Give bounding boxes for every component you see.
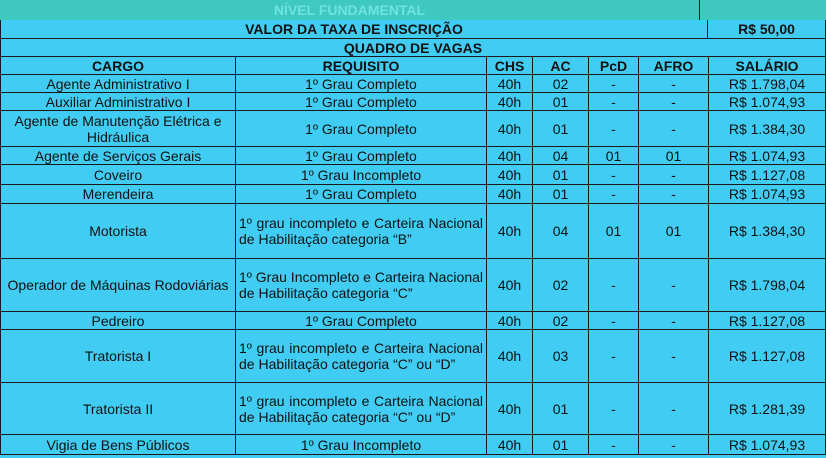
cell-requisito bbox=[236, 93, 487, 111]
cell-ac bbox=[533, 165, 589, 185]
banner-empty-cell bbox=[700, 0, 826, 20]
cell-chs bbox=[487, 435, 533, 455]
cell-salario bbox=[709, 111, 826, 147]
pcd-text: 01 bbox=[605, 147, 622, 164]
ac-text: 04 bbox=[552, 147, 569, 164]
cargo-text: Agente de Serviços Gerais bbox=[34, 147, 202, 164]
table-row bbox=[0, 111, 826, 147]
section-title-row bbox=[0, 39, 826, 57]
cell-chs bbox=[487, 111, 533, 147]
cargo-text: Coveiro bbox=[93, 166, 143, 183]
cargo-text: Operador de Máquinas Rodoviárias bbox=[7, 277, 229, 293]
ac-text: 02 bbox=[552, 312, 569, 329]
header-pcd: PcD bbox=[589, 57, 639, 75]
ac-text: 03 bbox=[552, 348, 569, 364]
cell-cargo bbox=[0, 111, 236, 147]
table-row bbox=[0, 259, 826, 312]
cargo-text: Agente de Manutenção Elétrica e Hidráulica bbox=[14, 112, 222, 145]
cell-salario bbox=[709, 204, 826, 259]
cell-pcd bbox=[589, 185, 639, 204]
requisito-text: 1º grau incompleto e Carteira Nacional de Habilitação categoria “C” ou “D” bbox=[239, 340, 483, 372]
header-afro: AFRO bbox=[639, 57, 709, 75]
level-banner-cell bbox=[0, 0, 700, 20]
requisito-text: 1º grau incompleto e Carteira Nacional de Habilitação categoria “B” bbox=[239, 215, 483, 247]
chs-text: 40h bbox=[497, 436, 522, 453]
ac-text: 01 bbox=[552, 166, 569, 183]
cell-ac bbox=[533, 259, 589, 312]
requisito-text: 1º Grau Completo bbox=[305, 312, 417, 329]
cell-requisito bbox=[236, 383, 487, 435]
cargo-text: Vigia de Bens Públicos bbox=[46, 436, 190, 453]
chs-text: 40h bbox=[497, 93, 522, 110]
pcd-text: - bbox=[611, 348, 616, 364]
ac-text: 01 bbox=[552, 93, 569, 110]
chs-text: 40h bbox=[497, 312, 522, 329]
chs-text: 40h bbox=[497, 166, 522, 183]
cell-salario bbox=[709, 435, 826, 455]
cell-ac bbox=[533, 75, 589, 93]
header-row bbox=[0, 57, 826, 75]
cell-salario bbox=[709, 259, 826, 312]
table-row bbox=[0, 330, 826, 383]
pcd-text: - bbox=[611, 436, 616, 453]
cell-ac bbox=[533, 312, 589, 330]
cell-salario bbox=[709, 93, 826, 111]
requisito-text: 1º Grau Completo bbox=[305, 186, 417, 202]
chs-text: 40h bbox=[497, 147, 522, 164]
cell-cargo bbox=[0, 204, 236, 259]
chs-text: 40h bbox=[497, 186, 522, 202]
cell-chs bbox=[487, 259, 533, 312]
cell-cargo bbox=[0, 259, 236, 312]
requisito-text: 1º grau incompleto e Carteira Nacional de Habilitação categoria “C” ou “D” bbox=[239, 392, 483, 425]
afro-text: 01 bbox=[665, 223, 682, 239]
cell-requisito bbox=[236, 165, 487, 185]
cell-pcd bbox=[589, 93, 639, 111]
ac-text: 01 bbox=[552, 120, 569, 137]
cell-ac bbox=[533, 435, 589, 455]
salario-text: R$ 1.384,30 bbox=[728, 223, 806, 239]
requisito-text: 1º Grau Incompleto bbox=[300, 436, 422, 453]
cell-cargo bbox=[0, 165, 236, 185]
level-banner: NÍVEL FUNDAMENTAL bbox=[273, 2, 426, 18]
cell-chs bbox=[487, 383, 533, 435]
cell-pcd bbox=[589, 330, 639, 383]
cell-requisito bbox=[236, 111, 487, 147]
pcd-text: - bbox=[611, 166, 616, 183]
chs-text: 40h bbox=[497, 223, 522, 239]
cargo-text: Merendeira bbox=[82, 186, 154, 202]
cargo-text: Tratorista II bbox=[82, 400, 154, 417]
cell-afro bbox=[639, 111, 709, 147]
cell-afro bbox=[639, 435, 709, 455]
cell-salario bbox=[709, 330, 826, 383]
table-row bbox=[0, 75, 826, 93]
ac-text: 04 bbox=[552, 223, 569, 239]
table-row bbox=[0, 185, 826, 204]
afro-text: - bbox=[671, 400, 676, 417]
table-row bbox=[0, 165, 826, 185]
pcd-text: - bbox=[611, 400, 616, 417]
pcd-text: - bbox=[611, 120, 616, 137]
fee-row bbox=[0, 20, 826, 39]
cell-chs bbox=[487, 312, 533, 330]
level-banner-row bbox=[0, 0, 826, 20]
cell-pcd bbox=[589, 165, 639, 185]
afro-text: 01 bbox=[665, 147, 682, 164]
cell-pcd bbox=[589, 147, 639, 165]
requisito-text: 1º Grau Completo bbox=[305, 93, 417, 110]
cell-salario bbox=[709, 383, 826, 435]
cell-chs bbox=[487, 93, 533, 111]
fee-value: R$ 50,00 bbox=[708, 20, 826, 39]
salario-text: R$ 1.127,08 bbox=[728, 348, 806, 364]
afro-text: - bbox=[671, 312, 676, 329]
cell-salario bbox=[709, 75, 826, 93]
cell-salario bbox=[709, 147, 826, 165]
cell-salario bbox=[709, 312, 826, 330]
cell-pcd bbox=[589, 111, 639, 147]
cell-ac bbox=[533, 204, 589, 259]
afro-text: - bbox=[671, 120, 676, 137]
afro-text: - bbox=[671, 93, 676, 110]
cell-requisito bbox=[236, 204, 487, 259]
salario-text: R$ 1.798,04 bbox=[728, 75, 806, 92]
salario-text: R$ 1.074,93 bbox=[728, 93, 806, 110]
cell-chs bbox=[487, 75, 533, 93]
cell-requisito bbox=[236, 259, 487, 312]
salario-text: R$ 1.384,30 bbox=[728, 120, 806, 137]
chs-text: 40h bbox=[497, 75, 522, 92]
cell-cargo bbox=[0, 185, 236, 204]
cell-requisito bbox=[236, 330, 487, 383]
cell-requisito bbox=[236, 75, 487, 93]
afro-text: - bbox=[671, 75, 676, 92]
requisito-text: 1º Grau Completo bbox=[305, 75, 417, 92]
cell-afro bbox=[639, 75, 709, 93]
requisito-text: 1º Grau Incompleto e Carteira Nacional de Habilitação categoria “C” bbox=[239, 269, 484, 301]
table-row bbox=[0, 93, 826, 111]
pcd-text: - bbox=[611, 312, 616, 329]
table-row bbox=[0, 383, 826, 435]
cell-afro bbox=[639, 147, 709, 165]
cell-afro bbox=[639, 204, 709, 259]
afro-text: - bbox=[671, 436, 676, 453]
cargo-text: Tratorista I bbox=[84, 348, 152, 364]
cell-ac bbox=[533, 111, 589, 147]
ac-text: 01 bbox=[552, 400, 569, 417]
chs-text: 40h bbox=[497, 120, 522, 137]
pcd-text: 01 bbox=[605, 223, 622, 239]
afro-text: - bbox=[671, 277, 676, 293]
cell-afro bbox=[639, 312, 709, 330]
cell-cargo bbox=[0, 383, 236, 435]
cell-pcd bbox=[589, 204, 639, 259]
chs-text: 40h bbox=[497, 277, 522, 293]
cell-afro bbox=[639, 165, 709, 185]
cell-pcd bbox=[589, 383, 639, 435]
cell-chs bbox=[487, 147, 533, 165]
fee-label: VALOR DA TAXA DE INSCRIÇÃO bbox=[0, 20, 708, 39]
ac-text: 02 bbox=[552, 75, 569, 92]
ac-text: 01 bbox=[552, 436, 569, 453]
header-requisito: REQUISITO bbox=[236, 57, 487, 75]
cargo-text: Auxiliar Administrativo I bbox=[45, 93, 191, 110]
afro-text: - bbox=[671, 166, 676, 183]
cell-chs bbox=[487, 330, 533, 383]
requisito-text: 1º Grau Completo bbox=[305, 120, 417, 137]
salario-text: R$ 1.074,93 bbox=[728, 147, 806, 164]
cell-requisito bbox=[236, 185, 487, 204]
cell-pcd bbox=[589, 75, 639, 93]
cell-ac bbox=[533, 147, 589, 165]
cell-afro bbox=[639, 93, 709, 111]
salario-text: R$ 1.798,04 bbox=[728, 277, 806, 293]
header-chs: CHS bbox=[487, 57, 533, 75]
cargo-text: Pedreiro bbox=[91, 312, 145, 329]
chs-text: 40h bbox=[497, 348, 522, 364]
cell-chs bbox=[487, 204, 533, 259]
cell-ac bbox=[533, 383, 589, 435]
cell-cargo bbox=[0, 75, 236, 93]
cell-ac bbox=[533, 185, 589, 204]
salario-text: R$ 1.281,39 bbox=[728, 400, 806, 417]
table-row bbox=[0, 204, 826, 259]
cell-requisito bbox=[236, 147, 487, 165]
salario-text: R$ 1.074,93 bbox=[728, 436, 806, 453]
salario-text: R$ 1.127,08 bbox=[728, 312, 806, 329]
cell-afro bbox=[639, 330, 709, 383]
afro-text: - bbox=[671, 186, 676, 202]
cell-afro bbox=[639, 185, 709, 204]
cell-afro bbox=[639, 383, 709, 435]
cell-requisito bbox=[236, 435, 487, 455]
cell-cargo bbox=[0, 312, 236, 330]
cell-ac bbox=[533, 330, 589, 383]
pcd-text: - bbox=[611, 93, 616, 110]
header-salario: SALÁRIO bbox=[709, 57, 826, 75]
ac-text: 02 bbox=[552, 277, 569, 293]
requisito-text: 1º Grau Completo bbox=[305, 147, 417, 164]
cell-ac bbox=[533, 93, 589, 111]
table-row bbox=[0, 435, 826, 455]
cell-chs bbox=[487, 165, 533, 185]
afro-text: - bbox=[671, 348, 676, 364]
cell-cargo bbox=[0, 93, 236, 111]
header-cargo: CARGO bbox=[0, 57, 236, 75]
header-ac: AC bbox=[533, 57, 589, 75]
section-title: QUADRO DE VAGAS bbox=[0, 39, 826, 57]
table-row bbox=[0, 147, 826, 165]
cell-cargo bbox=[0, 147, 236, 165]
cargo-text: Agente Administrativo I bbox=[46, 75, 190, 92]
salario-text: R$ 1.127,08 bbox=[728, 166, 806, 183]
cell-afro bbox=[639, 259, 709, 312]
pcd-text: - bbox=[611, 277, 616, 293]
cargo-text: Motorista bbox=[89, 223, 147, 239]
cell-requisito bbox=[236, 312, 487, 330]
salario-text: R$ 1.074,93 bbox=[728, 186, 806, 202]
cell-pcd bbox=[589, 312, 639, 330]
cell-cargo bbox=[0, 435, 236, 455]
cell-salario bbox=[709, 165, 826, 185]
cell-pcd bbox=[589, 435, 639, 455]
table-row bbox=[0, 312, 826, 330]
chs-text: 40h bbox=[497, 400, 522, 417]
requisito-text: 1º Grau Incompleto bbox=[300, 166, 422, 183]
cell-chs bbox=[487, 185, 533, 204]
pcd-text: - bbox=[611, 186, 616, 202]
pcd-text: - bbox=[611, 75, 616, 92]
cell-salario bbox=[709, 185, 826, 204]
ac-text: 01 bbox=[552, 186, 569, 202]
cell-cargo bbox=[0, 330, 236, 383]
cell-pcd bbox=[589, 259, 639, 312]
